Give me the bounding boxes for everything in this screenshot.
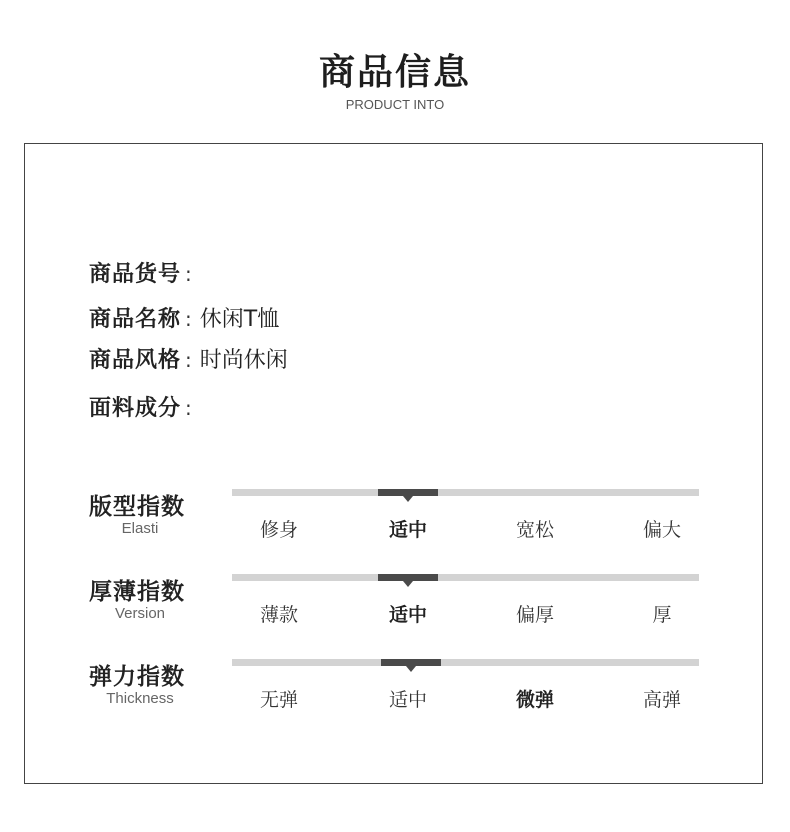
thickness-index-marker (378, 574, 438, 581)
thickness-option: 薄款 (259, 604, 298, 626)
info-value: 时尚休闲 (199, 348, 288, 373)
info-row-item-number (89, 257, 200, 287)
thickness-option: 偏厚 (515, 604, 554, 626)
elasticity-index-subtitle: Thickness (106, 690, 174, 707)
fit-option: 偏大 (642, 519, 681, 541)
fit-option: 修身 (259, 519, 298, 541)
thickness-option: 厚 (652, 604, 672, 626)
elasticity-option: 适中 (388, 689, 427, 711)
fit-index-title: 版型指数 (89, 494, 185, 520)
info-colon: : (185, 396, 192, 420)
info-value: 休闲T恤 (199, 307, 280, 332)
info-label: 面料成分 (89, 396, 182, 421)
elasticity-option: 无弹 (259, 689, 298, 711)
info-colon: : (185, 307, 192, 331)
info-label: 商品风格 (89, 348, 182, 373)
thickness-index-track (232, 574, 699, 581)
fit-option: 宽松 (515, 519, 554, 541)
elasticity-index-track (232, 659, 699, 666)
elasticity-option: 微弹 (515, 689, 554, 711)
info-label: 商品货号 (89, 262, 182, 287)
info-row-item-style (89, 343, 288, 373)
elasticity-option: 高弹 (642, 689, 681, 711)
thickness-index-subtitle: Version (114, 605, 166, 622)
elasticity-index-title: 弹力指数 (89, 664, 185, 690)
elasticity-index-marker (381, 659, 441, 666)
page-title: 商品信息 (318, 52, 471, 93)
info-row-fabric (89, 391, 200, 421)
fit-option: 适中 (388, 519, 427, 541)
fit-index-track (232, 489, 699, 496)
thickness-option: 适中 (388, 604, 427, 626)
page-subtitle: PRODUCT INTO (345, 97, 445, 112)
fit-index-marker (378, 489, 438, 496)
info-colon: : (185, 348, 192, 372)
fit-index-subtitle: Elasti (121, 520, 159, 537)
info-row-item-name (89, 302, 279, 332)
thickness-index-title: 厚薄指数 (89, 579, 185, 605)
info-colon: : (185, 262, 192, 286)
info-label: 商品名称 (89, 307, 182, 332)
